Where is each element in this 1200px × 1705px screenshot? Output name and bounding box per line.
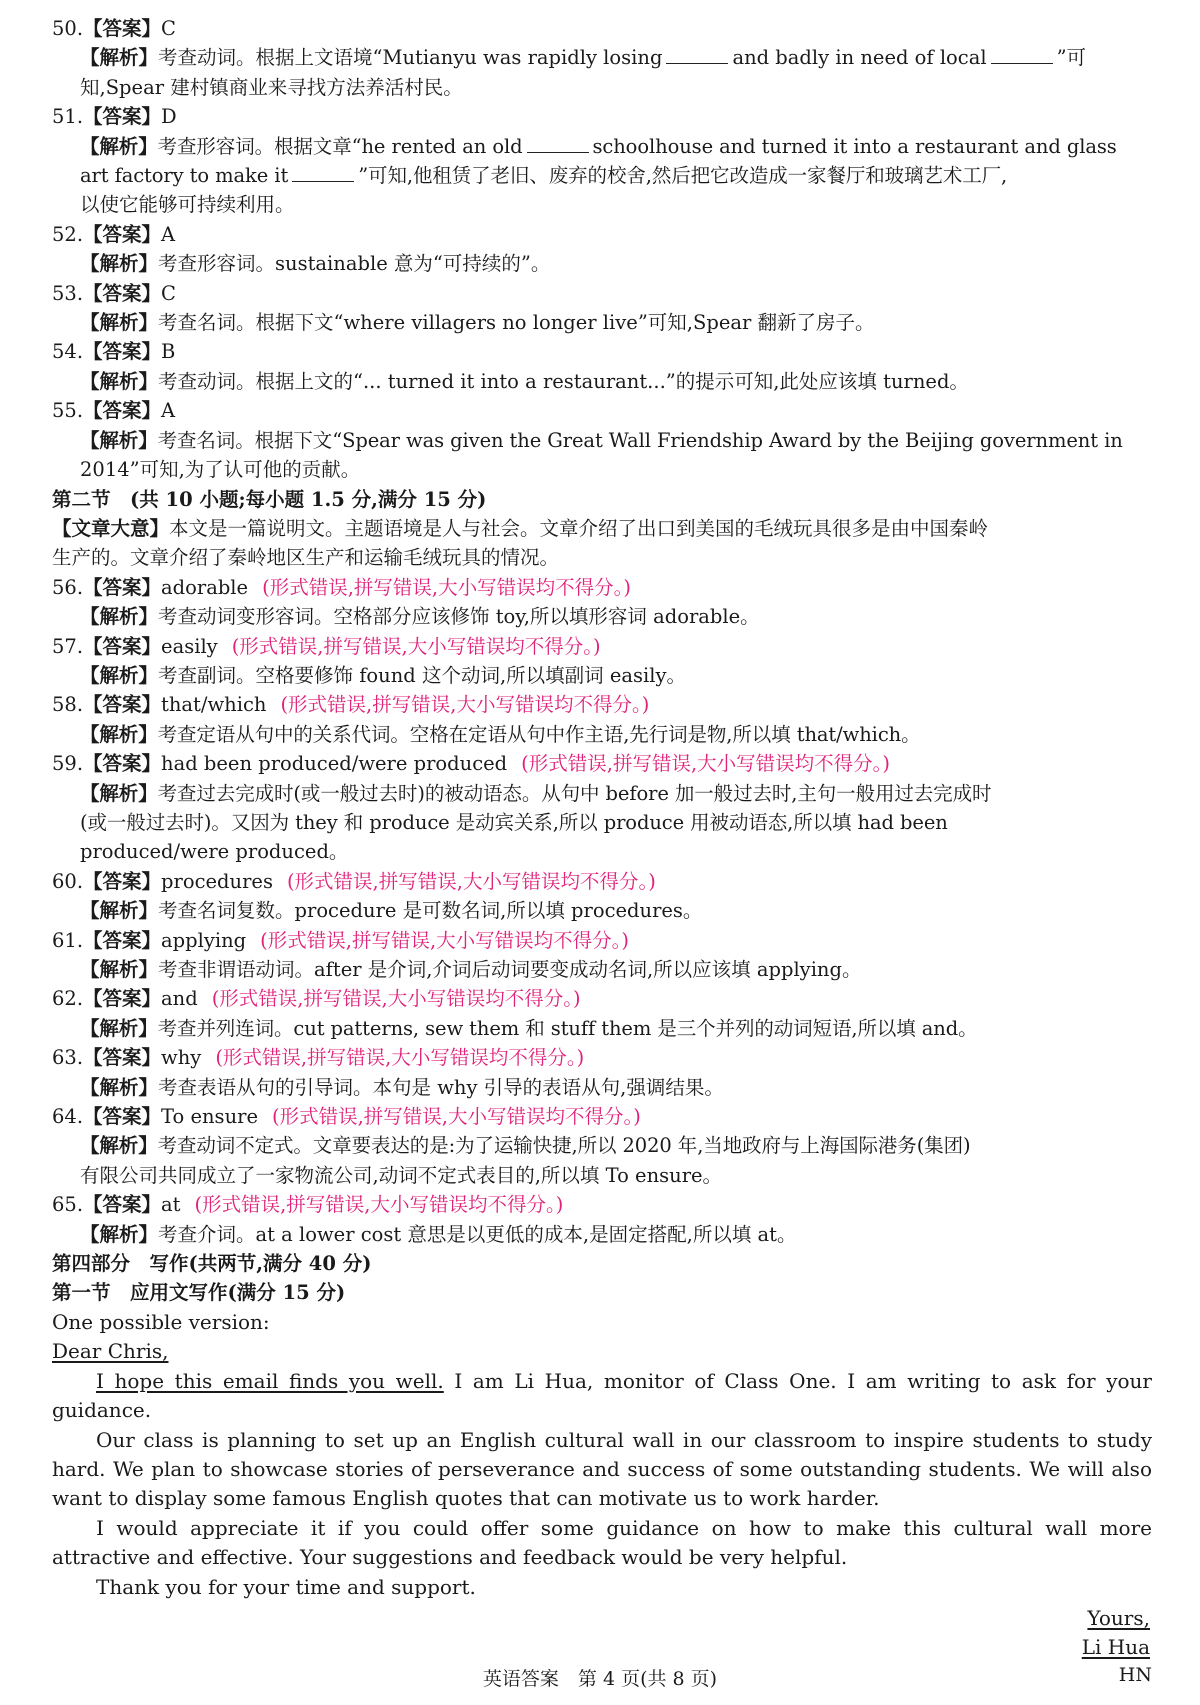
blank-line [527,152,589,153]
blank-line [991,63,1053,64]
region-code: HN [1118,1664,1152,1686]
penalty-note: (形式错误,拼写错误,大小写错误均不得分。) [286,869,656,893]
letter-paragraph: Thank you for your time and support. [96,1574,476,1599]
penalty-note: (形式错误,拼写错误,大小写错误均不得分。) [521,752,891,776]
letter-intro: One possible version: [52,1309,270,1334]
answer-63: 63.【答案】why (形式错误,拼写错误,大小写错误均不得分。) [52,1046,585,1070]
blank-line [666,63,728,64]
analysis-51-cont2: 以使它能够可持续利用。 [80,193,295,217]
blank-line [292,181,354,182]
analysis-60: 【解析】考查名词复数。procedure 是可数名词,所以填 procedures。 [80,899,703,923]
penalty-note: (形式错误,拼写错误,大小写错误均不得分。) [231,634,601,658]
analysis-59: 【解析】考查过去完成时(或一般过去时)的被动语态。从句中 before 加一般过去时,主句一般用过去完成时 [80,781,992,805]
analysis-57: 【解析】考查副词。空格要修饰 found 这个动词,所以填副词 easily。 [80,663,687,687]
answer-61: 61.【答案】applying (形式错误,拼写错误,大小写错误均不得分。) [52,928,630,952]
answer-51: 51.【答案】D [52,105,177,129]
part-heading: 第四部分 写作(共两节,满分 40 分) [52,1252,372,1276]
letter-paragraph: I hope this email finds you well. I am Li Hua, monitor of Class One. I am writing to ask for your guidance. [52,1368,1152,1423]
analysis-64-cont: 有限公司共同成立了一家物流公司,动词不定式表目的,所以填 To ensure。 [80,1163,723,1187]
answer-64: 64.【答案】To ensure (形式错误,拼写错误,大小写错误均不得分。) [52,1105,641,1129]
page-footer [0,1664,1200,1694]
answer-57: 57.【答案】easily (形式错误,拼写错误,大小写错误均不得分。) [52,634,601,658]
penalty-note: (形式错误,拼写错误,大小写错误均不得分。) [262,575,631,599]
penalty-note: (形式错误,拼写错误,大小写错误均不得分。) [280,693,650,717]
letter-closing: Yours, [1087,1605,1150,1630]
answer-56: 56.【答案】adorable (形式错误,拼写错误,大小写错误均不得分。) [52,575,631,599]
section-heading: 第二节 (共 10 小题;每小题 1.5 分,满分 15 分) [52,487,487,511]
analysis-59-cont2: produced/were produced。 [80,840,349,864]
answer-53: 53.【答案】C [52,281,176,305]
article-summary-cont: 生产的。文章介绍了秦岭地区生产和运输毛绒玩具的情况。 [52,546,560,570]
answer-54: 54.【答案】B [52,340,176,364]
analysis-52: 【解析】考查形容词。sustainable 意为“可持续的”。 [80,252,551,276]
article-summary: 【文章大意】本文是一篇说明文。主题语境是人与社会。文章介绍了出口到美国的毛绒玩具很多是由中国秦岭 [52,516,989,540]
analysis-51: 【解析】考查形容词。根据文章“he rented an old schoolhouse and turned it into a restaurant and glass [80,134,1117,158]
analysis-53: 【解析】考查名词。根据下文“where villagers no longer live”可知,Spear 翻新了房子。 [80,311,875,335]
answer-55: 55.【答案】A [52,399,176,423]
answer-50: 50.【答案】C [52,17,176,40]
analysis-62: 【解析】考查并列连词。cut patterns, sew them 和 stuff them 是三个并列的动词短语,所以填 and。 [80,1016,978,1040]
answer-52: 52.【答案】A [52,222,176,246]
analysis-56: 【解析】考查动词变形容词。空格部分应该修饰 toy,所以填形容词 adorable。 [80,605,760,629]
analysis-63: 【解析】考查表语从句的引导词。本句是 why 引导的表语从句,强调结果。 [80,1075,724,1099]
analysis-55: 【解析】考查名词。根据下文“Spear was given the Great Wall Friendship Award by the Beijing government in [80,428,1123,452]
penalty-note: (形式错误,拼写错误,大小写错误均不得分。) [272,1105,641,1129]
letter-paragraph: I would appreciate it if you could offer some guidance on how to make this cultural wall more attractive and effective. Your suggestions and feedback would be very helpful. [52,1515,1152,1570]
penalty-note: (形式错误,拼写错误,大小写错误均不得分。) [215,1046,585,1070]
analysis-64: 【解析】考查动词不定式。文章要表达的是:为了运输快捷,所以 2020 年,当地政府与上海国际港务(集团) [80,1134,971,1158]
analysis-61: 【解析】考查非谓语动词。after 是介词,介词后动词要变成动名词,所以应该填 applying。 [80,958,862,981]
analysis-55-cont: 2014”可知,为了认可他的贡献。 [80,458,361,482]
analysis-54: 【解析】考查动词。根据上文的“... turned it into a restaurant...”的提示可知,此处应该填 turned。 [80,369,969,393]
answer-62: 62.【答案】and (形式错误,拼写错误,大小写错误均不得分。) [52,987,581,1011]
answer-60: 60.【答案】procedures (形式错误,拼写错误,大小写错误均不得分。) [52,869,656,893]
penalty-note: (形式错误,拼写错误,大小写错误均不得分。) [194,1193,564,1217]
letter-signature: Li Hua [1081,1635,1150,1660]
analysis-58: 【解析】考查定语从句中的关系代词。空格在定语从句中作主语,先行词是物,所以填 that/which。 [80,722,921,746]
answer-page [52,14,1152,1663]
answer-58: 58.【答案】that/which (形式错误,拼写错误,大小写错误均不得分。) [52,693,650,717]
letter-greeting: Dear Chris, [52,1339,169,1364]
section-heading: 第一节 应用文写作(满分 15 分) [52,1281,346,1305]
analysis-59-cont: (或一般过去时)。又因为 they 和 produce 是动宾关系,所以 produce 用被动语态,所以填 had been [80,810,948,834]
letter-paragraph: Our class is planning to set up an English cultural wall in our classroom to inspire students to study hard. We plan to showcase stories of perseverance and success of some outstanding students. We will also want to display some famous English quotes that can motivate us to work harder. [52,1427,1152,1511]
page-number: 英语答案 第 4 页(共 8 页) [482,1668,718,1690]
analysis-50: 【解析】考查动词。根据上文语境“Mutianyu was rapidly losing and badly in need of local ”可 [80,46,1087,70]
sample-letter [52,1308,1152,1663]
analysis-51-cont: art factory to make it ”可知,他租赁了老旧、废弃的校舍,然后把它改造成一家餐厅和玻璃艺术工厂, [80,164,1008,188]
analysis-65: 【解析】考查介词。at a lower cost 意思是以更低的成本,是固定搭配,所以填 at。 [80,1222,797,1246]
analysis-50-cont: 知,Spear 建村镇商业来寻找方法养活村民。 [80,75,463,99]
answer-59: 59.【答案】had been produced/were produced (形式错误,拼写错误,大小写错误均不得分。) [52,752,891,776]
penalty-note: (形式错误,拼写错误,大小写错误均不得分。) [211,987,581,1011]
penalty-note: (形式错误,拼写错误,大小写错误均不得分。) [260,928,630,952]
answer-65: 65.【答案】at (形式错误,拼写错误,大小写错误均不得分。) [52,1193,564,1217]
